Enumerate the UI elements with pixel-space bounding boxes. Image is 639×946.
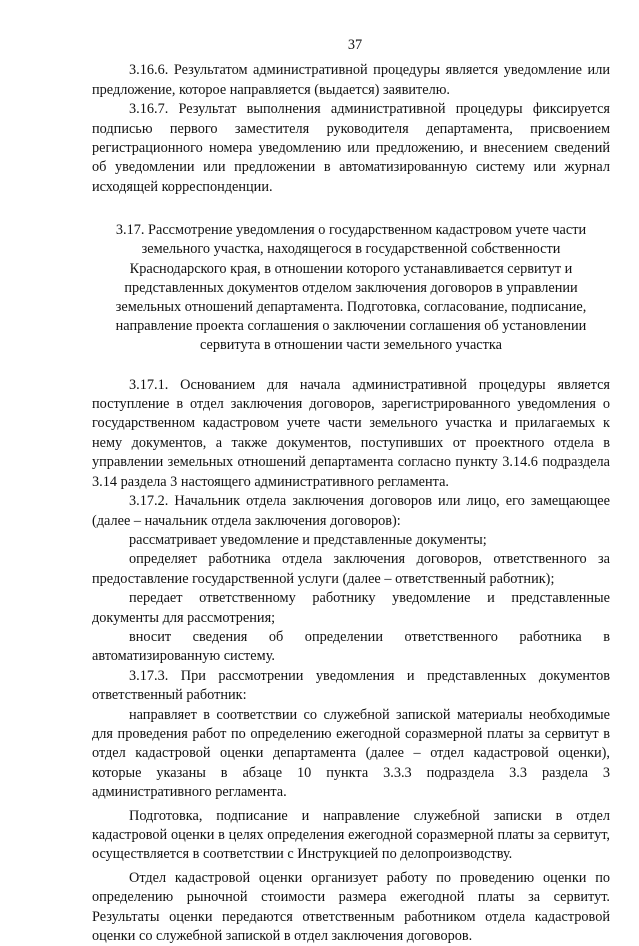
paragraph-3-16-6: 3.16.6. Результатом административной процедуры является уведомление или предложение, которое направляется (выдается) заявителю.: [92, 62, 610, 98]
paragraph-memo-preparation: Подготовка, подписание и направление служебной записки в отдел кадастровой оценки в целях определения ежегодной соразмерной платы за сервитут, осуществляется в соответствии с Инструкцией по делопроизводству.: [92, 807, 610, 863]
list-item-sends-materials: направляет в соответствии со служебной запиской материалы необходимые для проведения работ по определению ежегодной соразмерной платы за сервитут в отдел кадастровой оценки департамента (далее – отдел кадастровой оценки), которые указаны в абзаце 10 пункта 3.3.3 подраздела 3.3 раздела 3 административного регламента.: [92, 706, 610, 801]
paragraph-valuation-department: Отдел кадастровой оценки организует работу по проведению оценки по определению рыночной стоимости размера ежегодной платы за сервитут. Результаты оценки передаются ответственным работником отдела кадастровой оценки со служебной запиской в отдел заключения договоров.: [92, 869, 610, 945]
list-item-reviews: рассматривает уведомление и представленные документы;: [129, 531, 487, 548]
paragraph-3-17-2: 3.17.2. Начальник отдела заключения договоров или лицо, его замещающее (далее – начальник отдела заключения договоров):: [92, 493, 610, 529]
list-item-records: вносит сведения об определении ответственного работника в автоматизированную систему.: [92, 628, 610, 665]
document-page: [92, 36, 610, 946]
page-number: 37: [347, 37, 363, 53]
paragraph-3-17-3: 3.17.3. При рассмотрении уведомления и представленных документов ответственный работник:: [92, 667, 610, 704]
list-item-transfers: передает ответственному работнику уведомление и представленные документы для рассмотрения;: [92, 590, 610, 626]
section-heading-3-17: 3.17. Рассмотрение уведомления о государственном кадастровом учете части земельного участка, находящегося в государственной собственности Краснодарского края, в отношении которого устанавливается сервитут и представленных документов отделом заключения договоров в управлении земельных отношений департамента. Подготовка, согласование, подписание, направление проекта соглашения о заключении соглашения об установлении сервитута в отношении части земельного участка: [115, 222, 587, 354]
paragraph-3-17-1: 3.17.1. Основанием для начала административной процедуры является поступление в отдел заключения договоров, зарегистрированного уведомления о государственном кадастровом учете части земельного участка и прилагаемых к нему документов, а также документов, поступивших от проектного отдела в управлении земельных отношений департамента согласно пункту 3.14.6 подраздела 3.14 раздела 3 настоящего административного регламента.: [92, 376, 610, 490]
list-item-assigns: определяет работника отдела заключения договоров, ответственного за предоставление государственной услуги (далее – ответственный работник);: [92, 551, 610, 587]
paragraph-3-16-7: 3.16.7. Результат выполнения административной процедуры фиксируется подписью первого заместителя руководителя департамента, присвоением регистрационного номера уведомлению или предложению, и внесением сведений об уведомлении или предложении в автоматизированную систему или журнал исходящей корреспонденции.: [92, 101, 610, 195]
